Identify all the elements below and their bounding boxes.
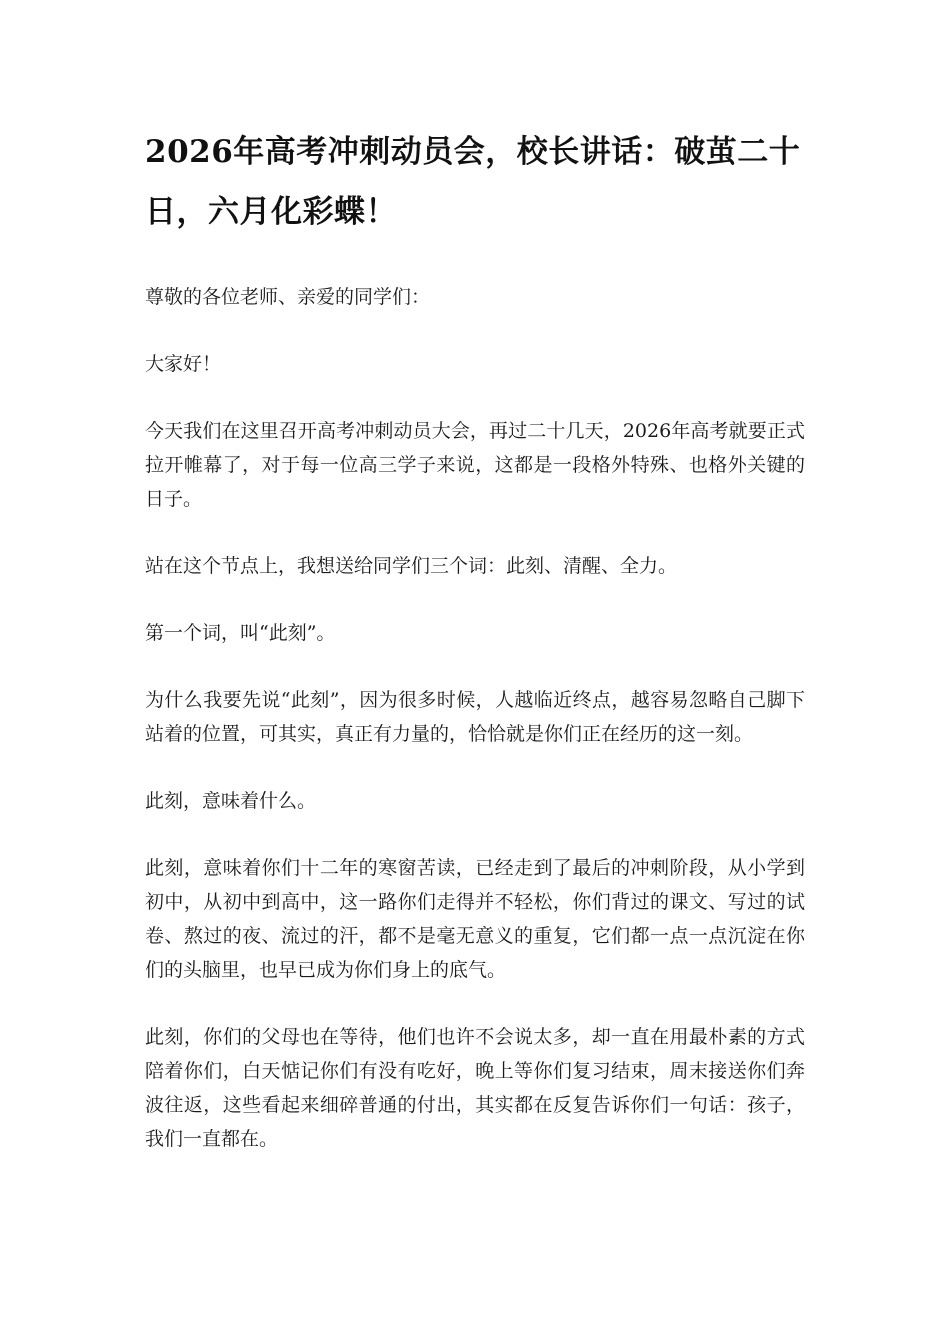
body-paragraph: 此刻，意味着你们十二年的寒窗苦读，已经走到了最后的冲刺阶段，从小学到初中，从初中到高中，这一路你们走得并不轻松，你们背过的课文、写过的试卷、熬过的夜、流过的汗，都不是毫无意义的重复，它们都一点一点沉淀在你们的头脑里，也早已成为你们身上的底气。 — [145, 857, 805, 981]
document-content — [145, 122, 805, 1189]
document-title: 2026年高考冲刺动员会，校长讲话：破茧二十日，六月化彩蝶！ — [145, 134, 801, 230]
greeting-paragraph: 大家好！ — [145, 353, 222, 375]
body-paragraph: 此刻，意味着什么。 — [145, 790, 317, 812]
body-paragraph: 为什么我要先说“此刻”，因为很多时候，人越临近终点，越容易忽略自己脚下站着的位置，可其实，真正有力量的，恰恰就是你们正在经历的这一刻。 — [145, 689, 805, 745]
body-paragraph: 今天我们在这里召开高考冲刺动员大会，再过二十几天，2026年高考就要正式拉开帷幕了，对于每一位高三学子来说，这都是一段格外特殊、也格外关键的日子。 — [145, 420, 805, 510]
salutation-paragraph: 尊敬的各位老师、亲爱的同学们： — [145, 286, 431, 308]
section-heading-paragraph: 第一个词，叫“此刻”。 — [145, 622, 336, 644]
document-body — [145, 280, 805, 1156]
body-paragraph: 站在这个节点上，我想送给同学们三个词：此刻、清醒、全力。 — [145, 555, 678, 577]
body-paragraph: 此刻，你们的父母也在等待，他们也许不会说太多，却一直在用最朴素的方式陪着你们，白天惦记你们有没有吃好，晚上等你们复习结束，周末接送你们奔波往返，这些看起来细碎普通的付出，其实都在反复告诉你们一句话：孩子，我们一直都在。 — [145, 1026, 805, 1150]
